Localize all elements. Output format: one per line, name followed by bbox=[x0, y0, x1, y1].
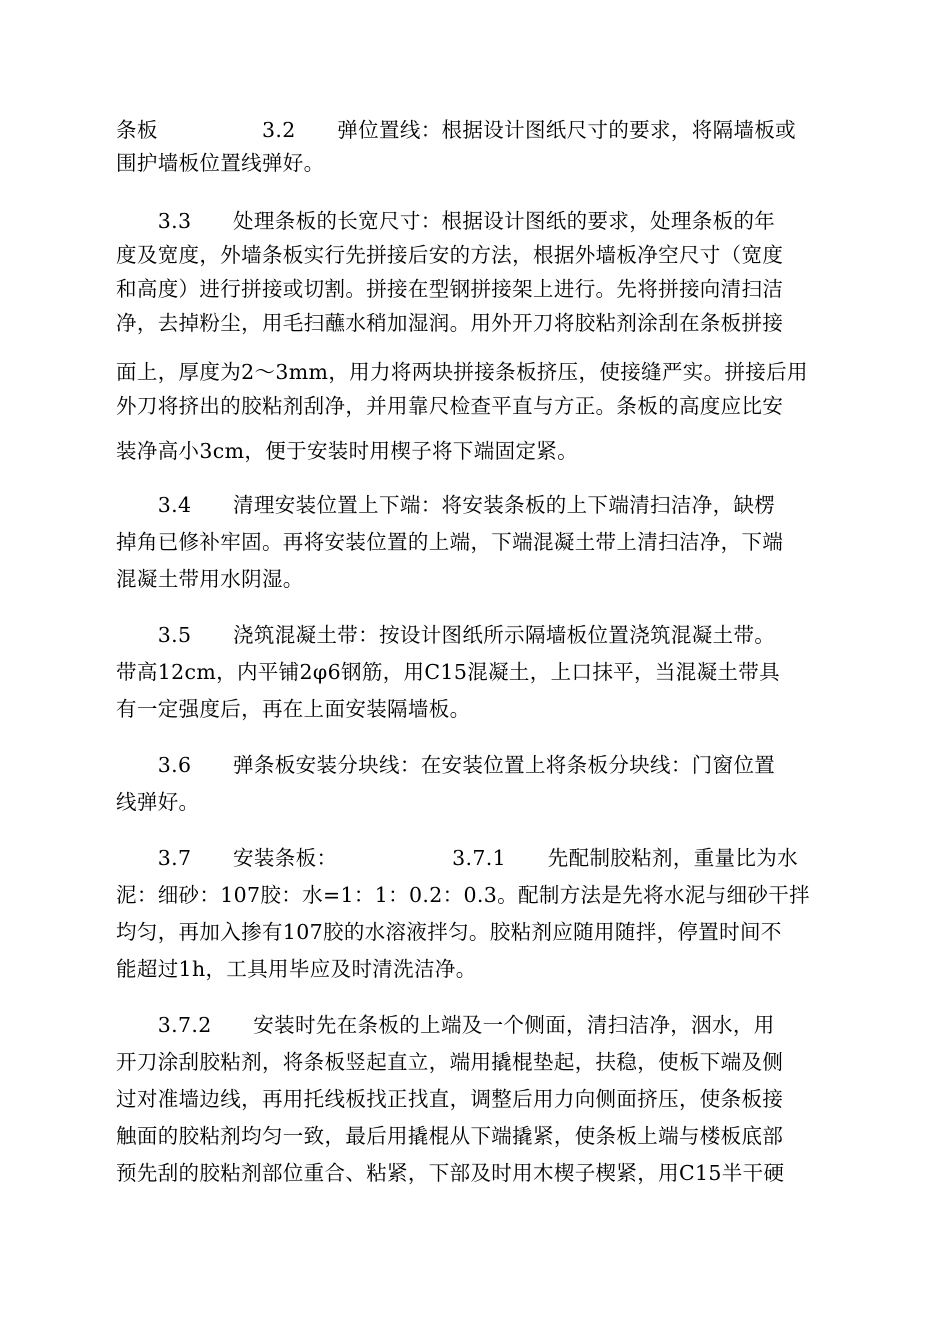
text-line: 泥：细砂：107胶：水=1：1：0.2：0.3。配制方法是先将水泥与细砂干拌 bbox=[116, 883, 810, 907]
text-line: 过对准墙边线，再用托线板找正找直，调整后用力向侧面挤压，使条板接 bbox=[116, 1087, 784, 1111]
text-line: 围护墙板位置线弹好。 bbox=[116, 151, 325, 175]
text-line: 和高度）进行拼接或切割。拼接在型钢拼接架上进行。先将拼接向清扫洁 bbox=[116, 277, 784, 301]
text-line: 3.4 清理安装位置上下端：将安装条板的上下端清扫洁净，缺楞 bbox=[116, 493, 776, 517]
text-line: 能超过1h，工具用毕应及时清洗洁净。 bbox=[116, 957, 477, 981]
text-line: 面上，厚度为2～3mm，用力将两块拼接条板挤压，使接缝严实。拼接后用 bbox=[116, 360, 808, 384]
text-line: 触面的胶粘剂均匀一致，最后用撬棍从下端撬紧，使条板上端与楼板底部 bbox=[116, 1124, 784, 1148]
text-line: 装净高小3cm，便于安装时用楔子将下端固定紧。 bbox=[116, 439, 579, 463]
text-line: 3.7 安装条板： 3.7.1 先配制胶粘剂，重量比为水 bbox=[116, 846, 798, 870]
text-line: 均匀，再加入掺有107胶的水溶液拌匀。胶粘剂应随用随拌，停置时间不 bbox=[116, 920, 782, 944]
text-line: 3.5 浇筑混凝土带：按设计图纸所示隔墙板位置浇筑混凝土带。 bbox=[116, 623, 776, 647]
text-line: 外刀将挤出的胶粘剂刮净，并用靠尺检查平直与方正。条板的高度应比安 bbox=[116, 394, 784, 418]
text-line: 有一定强度后，再在上面安装隔墙板。 bbox=[116, 697, 471, 721]
text-line: 3.6 弹条板安装分块线：在安装位置上将条板分块线：门窗位置 bbox=[116, 753, 776, 777]
text-line: 度及宽度，外墙条板实行先拼接后安的方法，根据外墙板净空尺寸（宽度 bbox=[116, 243, 784, 267]
text-line: 条板 3.2 弹位置线：根据设计图纸尺寸的要求，将隔墙板或 bbox=[116, 118, 796, 142]
text-line: 3.3 处理条板的长宽尺寸：根据设计图纸的要求，处理条板的年 bbox=[116, 209, 776, 233]
text-line: 混凝土带用水阴湿。 bbox=[116, 567, 304, 591]
text-line: 3.7.2 安装时先在条板的上端及一个侧面，清扫洁净，洇水，用 bbox=[116, 1013, 775, 1037]
text-line: 掉角已修补牢固。再将安装位置的上端，下端混凝土带上清扫洁净，下端 bbox=[116, 530, 784, 554]
text-line: 线弹好。 bbox=[116, 790, 200, 814]
text-line: 带高12cm，内平铺2φ6钢筋，用C15混凝土，上口抹平，当混凝土带具 bbox=[116, 660, 780, 684]
text-line: 预先刮的胶粘剂部位重合、粘紧，下部及时用木楔子楔紧，用C15半干硬 bbox=[116, 1161, 785, 1185]
text-line: 开刀涂刮胶粘剂，将条板竖起直立，端用撬棍垫起，扶稳，使板下端及侧 bbox=[116, 1050, 784, 1074]
text-line: 净，去掉粉尘，用毛扫蘸水稍加湿润。用外开刀将胶粘剂涂刮在条板拼接 bbox=[116, 311, 784, 335]
